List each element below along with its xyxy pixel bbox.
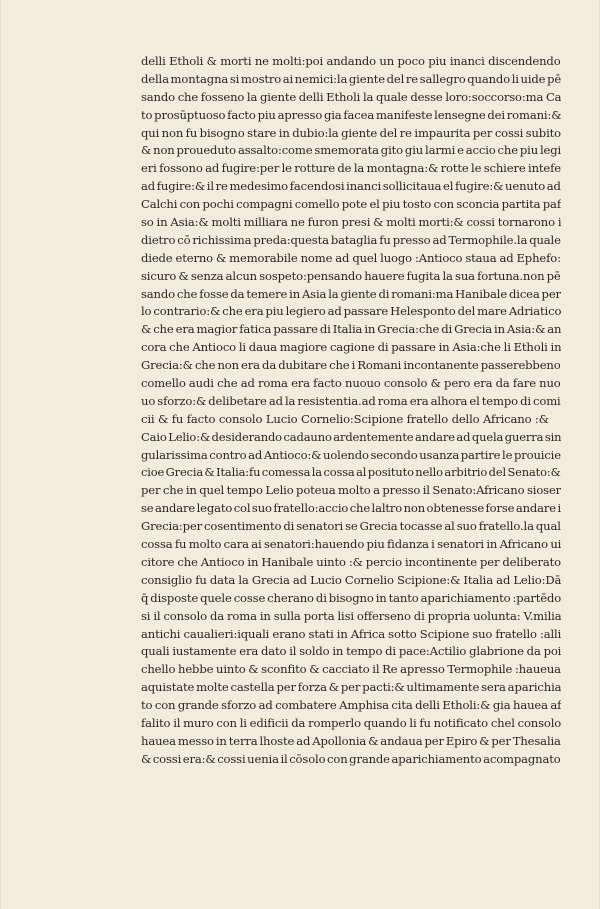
text-line: uo sforzo:& delibetare ad la resistentia.ad roma era alhora el tempo di comi: [141, 393, 561, 408]
text-line: comello audi che ad roma era facto nuouo consolo & pero era da fare nuo: [141, 376, 561, 391]
text-line: antichi caualieri:iquali erano stati in Africa sotto Scipione suo fratello :alli: [141, 626, 561, 641]
text-line: gularissima contro ad Antioco:& uolendo secondo usanza partire le prouicie: [141, 447, 561, 462]
text-line: falito il muro con li edificii da romperlo quando li fu notificato chel consolo: [141, 715, 561, 730]
text-line: Calchi con pochi compagni comello pote el piu tosto con sconcia partita paf: [141, 197, 561, 212]
text-line: sicuro & senza alcun sospeto:pensando hauere fugita la sua fortuna.non pē: [141, 268, 561, 283]
text-line: dietro cō richissima preda:questa bataglia fu presso ad Termophile.la quale: [141, 232, 561, 247]
text-line: consiglio fu data la Grecia ad Lucio Cornelio Scipione:& Italia ad Lelio:Dā: [141, 572, 561, 587]
text-line: Caio Lelio:& desiderando cadauno ardentemente andare ad quela guerra sin: [141, 429, 561, 444]
text-line: hauea messo in terra lhoste ad Apollonia & andaua per Epiro & per Thesalia: [141, 733, 561, 748]
text-line: & non proueduto assalto:come smemorata gito giu larmi e accio che piu legi: [141, 143, 561, 158]
text-block: [141, 53, 561, 769]
text-line: Grecia:per cosentimento di senatori se Grecia tocasse al suo fratello.la qual: [141, 519, 561, 534]
text-line: cossa fu molto cara ai senatori:hauendo piu fidanza i senatori in Africano ui: [141, 537, 561, 552]
text-line: cii & fu facto consolo Lucio Cornelio:Scipione fratello dello Africano :&: [141, 411, 549, 426]
text-line: & cossi era:& cossi uenia il cōsolo con grande aparichiamento acompagnato: [141, 751, 561, 766]
text-line: per che in quel tempo Lelio poteua molto a presso il Senato:Africano sioser: [141, 483, 561, 498]
text-line: eri fossono ad fugire:per le rotture de la montagna:& rotte le schiere intefe: [141, 161, 561, 176]
text-line: se andare legato col suo fratello:accio che laltro non obtenesse forse andare i: [141, 501, 561, 516]
text-line: quali iustamente era dato il soldo in tempo di pace:Actilio glabrione da poi: [141, 644, 561, 659]
text-line: della montagna si mostro ai nemici:la giente del re sallegro quando li uide pē: [141, 71, 561, 86]
text-line: sando che fosse da temere in Asia la giente di romani:ma Hanibale dicea per: [141, 286, 561, 301]
text-line: q̄ disposte quele cosse cherano di bisogno in tanto aparichiamento :partēdo: [141, 590, 561, 605]
text-line: sando che fosseno la giente delli Etholi la quale desse loro:soccorso:ma Ca: [141, 89, 561, 104]
text-line: ad fugire:& il re medesimo facendosi inanci sollicitaua el fugire:& uenuto ad: [141, 179, 561, 194]
text-line: lo contrario:& che era piu legiero ad passare Helesponto del mare Adriatico: [141, 304, 561, 319]
text-line: to prosūptuoso facto piu apresso gia facea manifeste lensegne dei romani:&: [141, 107, 561, 122]
text-line: to con grande sforzo ad combatere Amphisa cita delli Etholi:& gia hauea af: [141, 698, 561, 713]
text-line: citore che Antioco in Hanibale uinto :& percio incontinente per deliberato: [141, 554, 561, 569]
text-line: cioe Grecia & Italia:fu comessa la cossa al posituto nello arbitrio del Senato:&: [141, 465, 561, 480]
text-line: delli Etholi & morti ne molti:poi andando un poco piu inanci discendendo: [141, 54, 561, 68]
text-line: diede eterno & memorabile nome ad quel luogo :Antioco staua ad Ephefo:: [141, 250, 561, 265]
text-line: cora che Antioco li daua magiore cagione di passare in Asia:che li Etholi in: [141, 340, 561, 355]
text-line: chello hebbe uinto & sconfito & cacciato il Re apresso Termophile :haueua: [141, 662, 561, 677]
text-line: & che era magior fatica passare di Italia in Grecia:che di Grecia in Asia:& an: [141, 322, 561, 337]
text-line: si il consolo da roma in sulla porta lisi offerseno di propria uolunta: V.milia: [141, 608, 561, 623]
text-line: qui non fu bisogno stare in dubio:la giente del re impaurita per cossi subito: [141, 125, 561, 140]
text-line: Grecia:& che non era da dubitare che i Romani incontanente passerebbeno: [141, 358, 561, 373]
text-line: aquistate molte castella per forza & per pacti:& ultimamente sera aparichia: [141, 680, 561, 695]
text-line: so in Asia:& molti milliara ne furon presi & molti morti:& cossi tornarono i: [141, 215, 561, 230]
